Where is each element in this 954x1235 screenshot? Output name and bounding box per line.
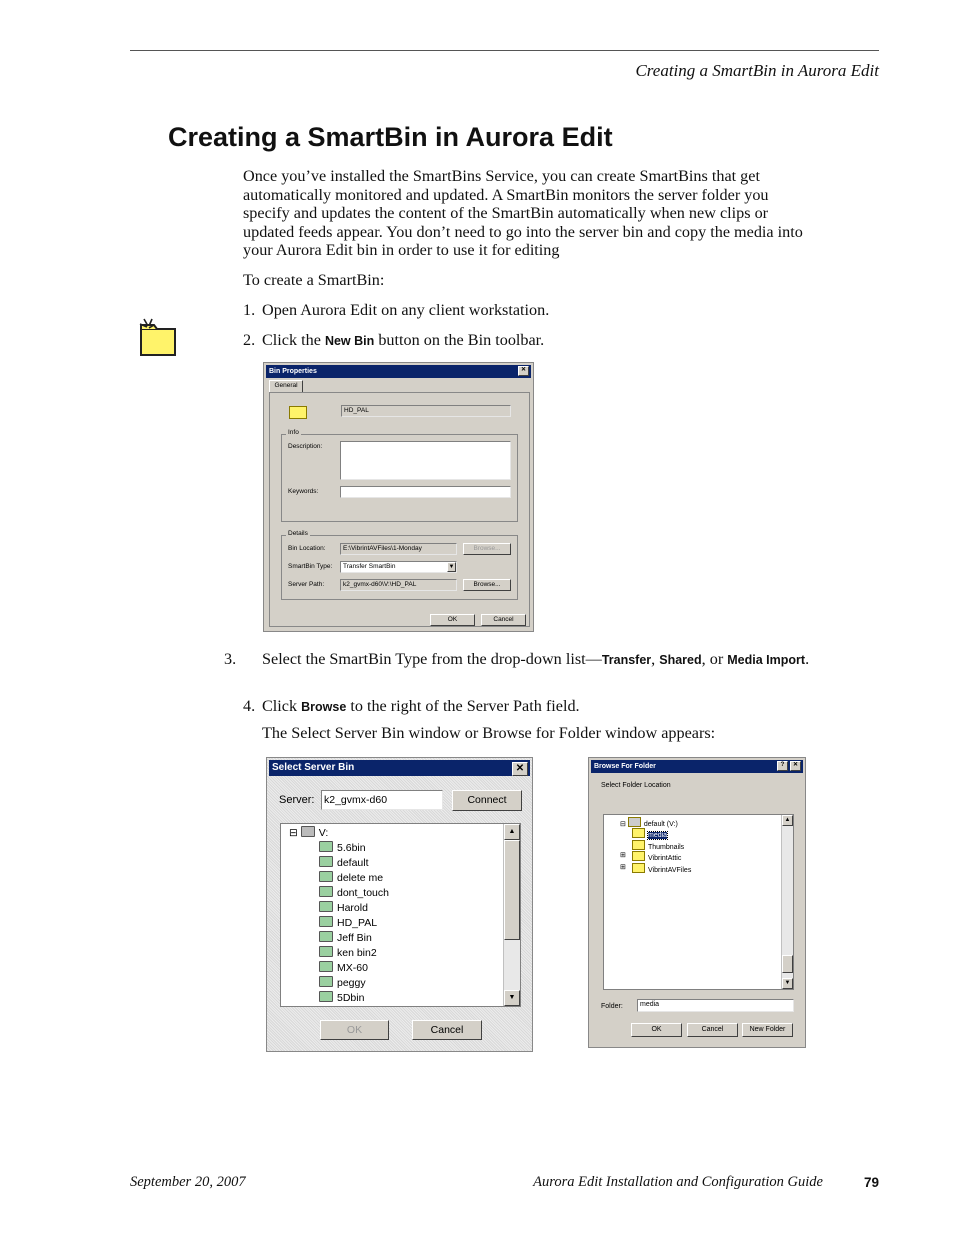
- bin-name-field[interactable]: HD_PAL: [341, 405, 511, 417]
- group-title: Details: [288, 530, 308, 537]
- footer-date: September 20, 2007: [130, 1174, 246, 1190]
- tree-item[interactable]: [319, 901, 368, 914]
- expand-icon[interactable]: ⊞: [620, 863, 626, 871]
- folder-icon: [632, 840, 645, 850]
- folder-icon: [632, 828, 645, 838]
- bin-location-browse-button[interactable]: Browse...: [463, 543, 511, 555]
- server-path-browse-button[interactable]: Browse...: [463, 579, 511, 591]
- tree-item-label: Harold: [337, 902, 368, 914]
- cancel-button[interactable]: Cancel: [687, 1023, 738, 1037]
- tree-item[interactable]: [319, 991, 364, 1004]
- close-icon[interactable]: ✕: [790, 761, 801, 771]
- connect-button[interactable]: Connect: [452, 790, 522, 811]
- drive-icon: [301, 826, 315, 837]
- scroll-down-icon[interactable]: ▼: [782, 978, 793, 989]
- tree-root[interactable]: [289, 826, 328, 839]
- step-text: button on the Bin toolbar.: [374, 331, 545, 349]
- keywords-field[interactable]: [340, 486, 511, 498]
- group-title: Info: [288, 429, 299, 436]
- scroll-up-icon[interactable]: ▲: [782, 815, 793, 826]
- step-text: Open Aurora Edit on any client workstation.: [262, 301, 550, 319]
- new-bin-ui-label: New Bin: [324, 334, 375, 348]
- tree-item-label: VibrintAVFiles: [648, 866, 692, 874]
- tree-root[interactable]: [620, 817, 678, 828]
- step-text: , or: [701, 650, 728, 668]
- scroll-up-icon[interactable]: ▲: [504, 824, 520, 840]
- server-bin-icon: [319, 991, 333, 1002]
- step-number: 2.: [243, 331, 256, 349]
- tree-item[interactable]: [632, 828, 667, 839]
- folder-label: Folder:: [601, 1003, 623, 1010]
- tree-item[interactable]: [632, 840, 684, 851]
- tree-root-label: V:: [318, 827, 329, 839]
- chevron-down-icon[interactable]: ▼: [448, 564, 455, 570]
- tree-item-label: HD_PAL: [337, 917, 378, 929]
- browse-ui-label: Browse: [301, 700, 347, 714]
- collapse-icon[interactable]: ⊟: [289, 827, 298, 839]
- step-number: 3.: [224, 650, 237, 668]
- smartbin-type-label: SmartBin Type:: [288, 563, 333, 570]
- tree-item-label: 5Dbin: [337, 992, 365, 1004]
- server-bin-icon: [319, 916, 333, 927]
- dialog-titlebar: Select Server Bin: [269, 760, 530, 776]
- transfer-ui-label: Transfer: [601, 653, 652, 667]
- server-bin-icon: [319, 871, 333, 882]
- tree-item-label: 5.6bin: [337, 842, 366, 854]
- browse-for-folder-dialog: [588, 757, 806, 1048]
- close-icon[interactable]: ✕: [512, 762, 528, 776]
- tree-scrollbar[interactable]: [503, 824, 520, 1006]
- server-bin-icon: [319, 841, 333, 852]
- tree-item[interactable]: [319, 961, 368, 974]
- server-bin-icon: [319, 901, 333, 912]
- tree-item[interactable]: [620, 863, 692, 874]
- step-number: 1.: [243, 301, 256, 319]
- server-bin-icon: [319, 961, 333, 972]
- tree-item-label: peggy: [337, 977, 366, 989]
- to-create-paragraph: To create a SmartBin:: [243, 271, 385, 289]
- server-path-label: Server Path:: [288, 581, 325, 588]
- tree-item-label: Jeff Bin: [337, 932, 372, 944]
- server-bin-icon: [319, 886, 333, 897]
- server-bin-icon: [319, 976, 333, 987]
- tree-item[interactable]: [319, 886, 389, 899]
- server-bin-icon: [319, 931, 333, 942]
- close-icon[interactable]: ✕: [518, 366, 529, 376]
- server-bin-icon: [319, 856, 333, 867]
- step-text: ,: [651, 650, 660, 668]
- scroll-thumb[interactable]: [782, 955, 793, 973]
- new-folder-button[interactable]: New Folder: [742, 1023, 793, 1037]
- appears-paragraph: The Select Server Bin window or Browse for Folder window appears:: [262, 724, 716, 742]
- page-number: 79: [863, 1175, 879, 1190]
- step-text: Click the: [262, 331, 325, 349]
- server-label: Server:: [279, 794, 315, 806]
- description-label: Description:: [288, 443, 323, 450]
- ok-button[interactable]: OK: [320, 1020, 389, 1040]
- folder-field[interactable]: media: [637, 999, 794, 1012]
- help-icon[interactable]: ?: [777, 761, 788, 771]
- scroll-down-icon[interactable]: ▼: [504, 990, 520, 1006]
- folder-icon: [289, 406, 307, 419]
- tree-item-label: VibrintAttic: [648, 855, 682, 862]
- folder-icon: [632, 851, 645, 861]
- media-import-ui-label: Media Import: [727, 653, 806, 667]
- section-title: Creating a SmartBin in Aurora Edit: [168, 122, 613, 152]
- keywords-label: Keywords:: [288, 488, 319, 495]
- bin-properties-dialog: [263, 362, 534, 632]
- folder-tree[interactable]: [603, 814, 794, 990]
- step-1: [243, 301, 813, 320]
- tree-item[interactable]: [319, 916, 377, 929]
- shared-ui-label: Shared: [659, 653, 702, 667]
- step-number: 4.: [243, 697, 256, 715]
- ok-button[interactable]: OK: [631, 1023, 682, 1037]
- tree-item[interactable]: [319, 871, 383, 884]
- tree-item[interactable]: [620, 851, 682, 862]
- intro-paragraph: Once you’ve installed the SmartBins Service, you can create SmartBins that get automatically monitored and updated. A SmartBin monitors the server folder you specify and updates the content of the SmartBin automatically when new clips or updated feeds appear. You don’t need to go into the server bin and copy the media into your Aurora Edit bin in order to use it for editing: [243, 167, 803, 259]
- tree-item[interactable]: [319, 946, 377, 959]
- tree-item[interactable]: [319, 856, 369, 869]
- tree-item-label: media: [648, 832, 668, 839]
- step-4: [243, 697, 813, 717]
- scroll-thumb[interactable]: [504, 840, 520, 940]
- tree-item-label: Thumbnails: [648, 843, 685, 851]
- ok-button[interactable]: OK: [430, 614, 475, 626]
- step-2: [243, 331, 813, 351]
- cancel-button[interactable]: Cancel: [481, 614, 526, 626]
- tree-item-label: dont_touch: [337, 887, 389, 899]
- tree-item-label: delete me: [337, 872, 384, 884]
- tree-item[interactable]: [319, 931, 372, 944]
- dialog-titlebar: Bin Properties: [266, 365, 531, 378]
- step-3: [224, 650, 832, 670]
- new-bin-icon: [138, 317, 180, 359]
- drive-icon: [628, 817, 641, 827]
- server-field[interactable]: k2_gvmx-d60: [321, 790, 443, 810]
- collapse-icon[interactable]: ⊟: [620, 821, 626, 828]
- step-text: Click: [262, 697, 302, 715]
- tree-item-label: default: [337, 857, 369, 869]
- tree-root-label: default (V:): [643, 821, 678, 828]
- tree-item[interactable]: [319, 841, 366, 854]
- header-rule: [130, 50, 879, 51]
- bin-location-field: E:\VibrintAVFiles\1-Monday: [340, 543, 457, 555]
- folder-icon: [632, 863, 645, 873]
- step-text: Select the SmartBin Type from the drop-down list—: [262, 650, 602, 668]
- smartbin-type-select[interactable]: Transfer SmartBin: [340, 561, 457, 573]
- tree-scrollbar[interactable]: [781, 815, 793, 989]
- server-bin-icon: [319, 946, 333, 957]
- running-header: Creating a SmartBin in Aurora Edit: [635, 61, 879, 80]
- step-text: .: [805, 650, 810, 668]
- tree-item-label: MX-60: [337, 962, 368, 974]
- cancel-button[interactable]: Cancel: [412, 1020, 482, 1040]
- footer-guide-title: Aurora Edit Installation and Configuration Guide: [533, 1174, 823, 1190]
- tree-item-label: ken bin2: [337, 947, 377, 959]
- tree-item[interactable]: [319, 976, 366, 989]
- expand-icon[interactable]: ⊞: [620, 852, 626, 859]
- step-text: to the right of the Server Path field.: [346, 697, 580, 715]
- folder-prompt: Select Folder Location: [601, 782, 671, 789]
- tab-general[interactable]: General: [269, 380, 303, 392]
- description-field[interactable]: [340, 441, 511, 480]
- server-path-field: k2_gvmx-d60\V:\HD_PAL: [340, 579, 457, 591]
- select-server-bin-dialog: [266, 757, 533, 1052]
- bin-location-label: Bin Location:: [288, 545, 326, 552]
- server-bin-tree[interactable]: [280, 823, 521, 1007]
- dialog-titlebar: Browse For Folder: [591, 760, 803, 773]
